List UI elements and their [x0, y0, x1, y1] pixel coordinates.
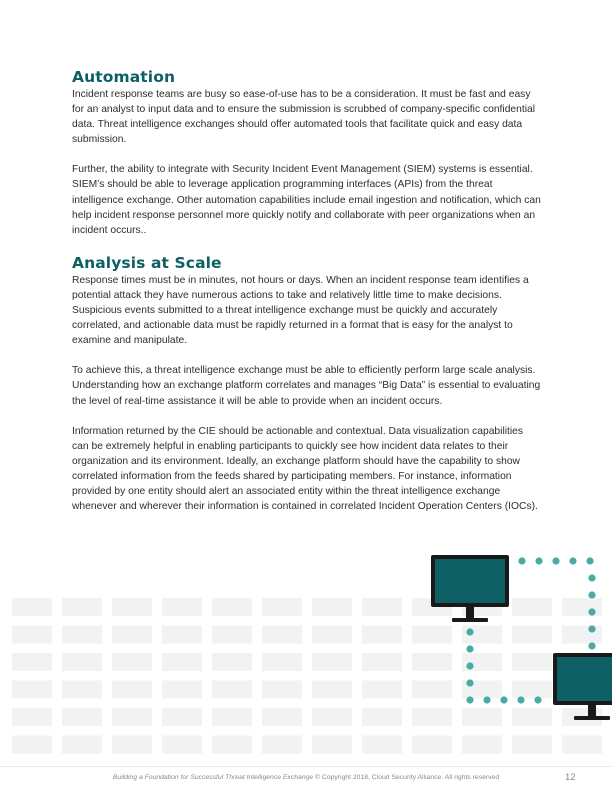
page-footer: [0, 766, 612, 793]
grid-block: [62, 598, 102, 616]
footer-text: [0, 774, 612, 781]
connector-dot: [534, 696, 541, 703]
grid-block: [512, 626, 552, 644]
grid-block: [412, 681, 452, 699]
grid-block: [362, 708, 402, 726]
grid-block: [312, 736, 352, 754]
grid-block: [212, 736, 252, 754]
grid-block: [262, 681, 302, 699]
grid-block: [112, 653, 152, 671]
grid-block: [362, 653, 402, 671]
grid-block: [62, 626, 102, 644]
grid-block: [462, 736, 502, 754]
grid-block: [62, 708, 102, 726]
section-heading: Automation: [72, 68, 176, 86]
grid-block: [212, 653, 252, 671]
connector-dot: [586, 557, 593, 564]
grid-block: [62, 653, 102, 671]
connector-dot: [588, 625, 595, 632]
grid-block: [362, 681, 402, 699]
monitor-icon: [553, 653, 612, 720]
connector-dot: [466, 662, 473, 669]
grid-block: [462, 626, 502, 644]
paragraph: Response times must be in minutes, not hours or days. When an incident response team identifies a potential attack they have numerous actions to take and relatively little time to make decisions. Suspicious events submitted to a threat intelligence exchange must be quickly and accurately correlated, and actionable data must be rapidly returned in a format that is easy for the analyst to examine and manipulate.: [72, 274, 529, 347]
grid-block: [412, 708, 452, 726]
grid-block: [512, 681, 552, 699]
section-automation: [72, 67, 542, 238]
section-heading: Analysis at Scale: [72, 253, 222, 272]
paragraph: Incident response teams are busy so ease-of-use has to be a consideration. It must be fast and easy for an analyst to input data and to ensure the submission is scrubbed of company-specific confidential data. Threat intelligence exchanges should offer automated tools that facilitate quick and easy data submission.: [72, 89, 536, 146]
grid-block: [62, 736, 102, 754]
grid-block: [312, 681, 352, 699]
grid-block: [112, 681, 152, 699]
connector-dot: [466, 696, 473, 703]
grid-block: [412, 598, 452, 616]
grid-block: [562, 653, 602, 671]
footer-title: Building a Foundation for Successful Threat Intelligence Exchange: [112, 774, 314, 781]
grid-block: [562, 708, 602, 726]
connector-dot: [588, 608, 595, 615]
grid-block: [112, 736, 152, 754]
grid-block: [112, 626, 152, 644]
grid-block: [562, 736, 602, 754]
grid-block: [362, 736, 402, 754]
grid-block: [512, 736, 552, 754]
grid-block: [12, 626, 52, 644]
page-number: 12: [565, 772, 576, 783]
connector-dot: [517, 696, 524, 703]
paragraph: Information returned by the CIE should be actionable and contextual. Data visualization capabilities can be extremely helpful in enabling participants to quickly see how incident data relates to their organization and its environment. Ideally, an exchange platform should have the capability to show correlated information from the feeds shared by participating members. For instance, information provided by one entity should alert an associated entity within the threat intelligence exchange whenever and wherever their information is contained in correlated Incident Operation Centers (IOCs).: [72, 425, 538, 513]
grid-block: [112, 708, 152, 726]
grid-block: [562, 681, 602, 699]
grid-block: [212, 626, 252, 644]
grid-block: [512, 598, 552, 616]
grid-block: [162, 708, 202, 726]
grid-block: [362, 598, 402, 616]
grid-block: [262, 653, 302, 671]
grid-block: [12, 653, 52, 671]
document-body: [72, 67, 542, 529]
connector-dot: [466, 628, 473, 635]
grid-block: [12, 736, 52, 754]
grid-block: [262, 736, 302, 754]
connector-dot: [500, 696, 507, 703]
grid-block: [462, 598, 502, 616]
grid-block: [562, 626, 602, 644]
grid-block: [262, 708, 302, 726]
dotted-connector: [466, 557, 595, 703]
grid-block: [12, 681, 52, 699]
grid-block: [12, 598, 52, 616]
grid-block: [312, 708, 352, 726]
monitor-icon: [431, 555, 509, 622]
grid-block: [412, 626, 452, 644]
grid-block: [162, 598, 202, 616]
grid-block: [212, 708, 252, 726]
footer-copyright: © Copyright 2018, Cloud Security Alliance. All rights reserved: [313, 774, 500, 781]
section-analysis-at-scale: [72, 253, 542, 514]
grid-block: [212, 681, 252, 699]
grid-block: [262, 598, 302, 616]
grid-block: [412, 736, 452, 754]
grid-block: [462, 681, 502, 699]
grid-block: [12, 708, 52, 726]
grid-block: [162, 736, 202, 754]
grid-block: [412, 653, 452, 671]
grid-block: [562, 598, 602, 616]
paragraph: Further, the ability to integrate with Security Incident Event Management (SIEM) systems is essential. SIEM’s should be able to leverage application programming interfaces (APIs) from the threat intelligence exchange. Other automation capabilities include email ingestion and notification, which can help incident response personnel more quickly notify and collaborate with peer organizations when an incident occurs..: [72, 164, 541, 236]
connector-dot: [588, 591, 595, 598]
connector-dot: [569, 557, 576, 564]
grid-block: [162, 653, 202, 671]
grid-block: [112, 598, 152, 616]
grid-block: [312, 626, 352, 644]
grid-block: [162, 681, 202, 699]
grid-block: [512, 708, 552, 726]
grid-block: [462, 653, 502, 671]
connector-dot: [466, 679, 473, 686]
connector-dot: [588, 642, 595, 649]
grid-block: [312, 598, 352, 616]
grid-block: [162, 626, 202, 644]
grid-block: [212, 598, 252, 616]
paragraph: To achieve this, a threat intelligence exchange must be able to efficiently perform large scale analysis. Understanding how an exchange platform correlates and manages “Big Data” is essential to evaluating the level of real-time assistance it will be able to provide when an incident occurs.: [72, 365, 541, 407]
background-grid: [12, 598, 602, 754]
grid-block: [462, 708, 502, 726]
connector-dot: [466, 645, 473, 652]
connector-dot: [535, 557, 542, 564]
connector-dot: [588, 574, 595, 581]
grid-block: [262, 626, 302, 644]
grid-block: [312, 653, 352, 671]
connector-dot: [552, 557, 559, 564]
grid-block: [62, 681, 102, 699]
grid-block: [362, 626, 402, 644]
grid-block: [512, 653, 552, 671]
connector-dot: [483, 696, 490, 703]
connector-dot: [518, 557, 525, 564]
